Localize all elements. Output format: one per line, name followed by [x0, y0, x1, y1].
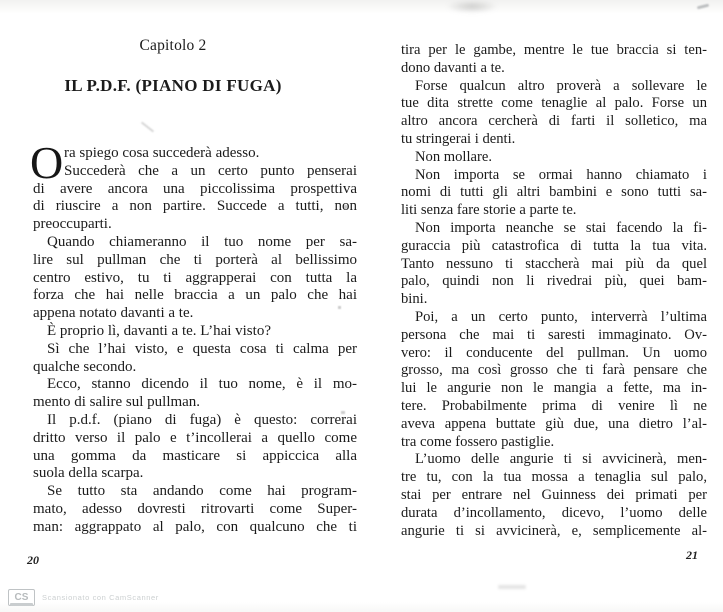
text-line: tu stringerai i denti.	[401, 130, 516, 147]
text-line: Se tutto sta andando come hai program-	[47, 483, 357, 500]
text-line: Non mollare.	[415, 148, 493, 165]
text-line: persona che mai ti saresti immaginato. Ov-	[401, 326, 707, 343]
text-line: tre tu, con la tua mossa a tenaglia sul palo,	[401, 469, 707, 486]
text-line: Poi, a un certo punto, interverrà l’ultima	[415, 308, 707, 325]
text-line: ra spiego cosa succederà adesso.	[64, 145, 260, 161]
text-line: una gomma da masticare si appiccica alla	[33, 447, 357, 464]
text-line: tere. Probabilmente prima di venire lì ne	[401, 397, 707, 414]
text-line: grosso, ma così grosso che ti farà pensare che	[401, 362, 707, 379]
text-line: altro ancora cercherà di farti il solletico, ma	[401, 113, 707, 130]
text-line: dritto verso il palo e t’incollerai a quello come	[33, 429, 357, 446]
text-line: durata d’incollamento, dicevo, l’uomo delle	[401, 504, 707, 521]
text-line: appena notato davanti a te.	[33, 305, 194, 322]
text-line: Non importa neanche se stai facendo la fi-	[415, 219, 707, 236]
text-line: forza che hai nelle braccia a un palo che hai	[33, 287, 357, 304]
text-line: aveva appena buttate giù due, una dietro l’al-	[401, 415, 707, 432]
text-line: Tanto nessuno ti staccherà mai più da quel	[401, 255, 707, 272]
text-line: lui le angurie non le mangia a fette, ma in-	[401, 380, 707, 397]
text-line: tue dita strette come tenaglie al palo. Forse un	[401, 95, 707, 112]
text-line: guraccia più catastrofica di tutta la tua vita.	[401, 237, 707, 254]
camscanner-watermark	[8, 589, 159, 606]
text-line: qualche secondo.	[33, 358, 137, 375]
text-line: palo, quindi non li rivedrai più, quei bam-	[401, 273, 707, 290]
text-line: vero: il conducente del pullman. Un uomo	[401, 344, 707, 361]
text-line: nomi di tutti gli altri bambini e sono tutti sa-	[401, 184, 707, 201]
chapter-heading: Capitolo 2	[139, 37, 207, 54]
text-line: È proprio lì, davanti a te. L’hai visto?	[47, 322, 271, 339]
left-page-text	[30, 137, 357, 537]
text-line: L’uomo delle angurie ti si avvicinerà, men-	[415, 451, 707, 468]
text-line: stai per entrare nel Guinness dei primati per	[401, 486, 707, 503]
drop-cap: O	[30, 137, 64, 188]
chapter-title: IL P.D.F. (PIANO DI FUGA)	[64, 76, 282, 95]
text-line: Il p.d.f. (piano di fuga) è questo: correrai	[47, 411, 357, 428]
text-line: Ecco, stanno dicendo il tuo nome, è il mo-	[47, 376, 357, 393]
text-line: di avere ancora una piccolissima prospettiva	[33, 180, 357, 197]
text-line: tira per le gambe, mentre le tue braccia si ten-	[401, 42, 707, 58]
text-line: Succederà che a un certo punto penserai	[64, 162, 357, 179]
text-line: di riuscire a non partire. Succede a tutti, non	[33, 198, 357, 215]
text-line: suola della scarpa.	[33, 465, 144, 482]
text-line: Non importa se ormai hanno chiamato i	[415, 166, 707, 183]
camscanner-watermark-text: Scansionato con CamScanner	[42, 593, 159, 602]
right-page-text	[401, 42, 707, 540]
text-line: angurie ti si avvicinerà, e, semplicemente al-	[401, 522, 707, 539]
camscanner-logo: CS	[8, 589, 35, 606]
page-number-right: 21	[686, 548, 698, 562]
text-line: bini.	[401, 291, 428, 308]
page-number-left: 20	[27, 553, 39, 567]
text-line: preoccuparti.	[33, 216, 112, 233]
text-line: Forse qualcun altro proverà a sollevare le	[415, 77, 707, 94]
text-line: centro estivo, tu ti aggrapperai con tutta la	[33, 269, 357, 286]
text-line: man: aggrappato al palo, con qualcuno che ti	[33, 518, 357, 535]
text-line: Sì che l’hai visto, e questa cosa ti calma per	[47, 340, 357, 357]
text-line: liti senza fare storie a parte te.	[401, 202, 577, 219]
text-line: lire sul pullman che ti porterà al bellissimo	[33, 251, 357, 268]
text-line: mento di salire sul pullman.	[33, 394, 201, 411]
text-line: mato, adesso dovresti ritrovarti come Super-	[33, 500, 357, 517]
text-line: tra come fossero pastiglie.	[401, 433, 555, 450]
text-line: dono davanti a te.	[401, 59, 505, 76]
text-line: Quando chiameranno il tuo nome per sa-	[47, 233, 357, 250]
